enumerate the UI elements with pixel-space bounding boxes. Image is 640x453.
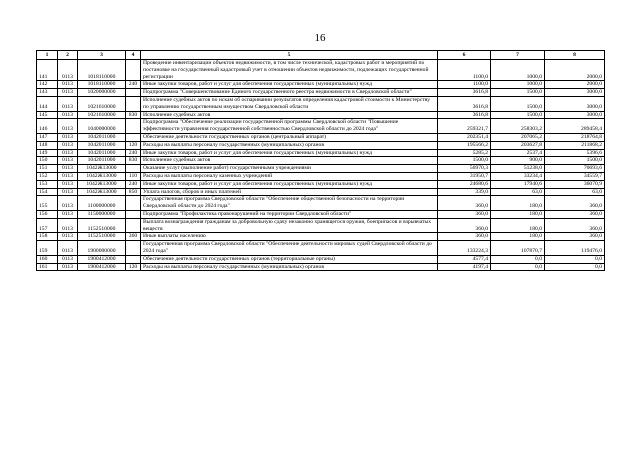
amount-year1-cell: 4577,4: [438, 255, 491, 263]
target-article-cell: 1152510000: [78, 233, 126, 241]
row-number-cell: 144: [37, 96, 58, 111]
row-number-cell: 157: [37, 218, 58, 233]
amount-year3-cell: 211868,2: [545, 141, 605, 149]
expense-name-cell: Иные закупки товаров, работ и услуг для обеспечения государственных (муниципальных) нужд: [141, 149, 438, 157]
target-article-cell: 1042011000: [78, 133, 126, 141]
expense-type-cell: [126, 133, 141, 141]
expense-name-cell: Государственная программа Свердловской области "Обеспечение деятельности мировых судей Свердловской области до 2024 года": [141, 241, 438, 256]
amount-year2-cell: 2537,4: [491, 149, 545, 157]
table-row: [37, 149, 605, 157]
row-number-cell: 153: [37, 180, 58, 188]
row-number-cell: 147: [37, 133, 58, 141]
section-code-cell: 0113: [58, 196, 78, 211]
amount-year2-cell: 1500,0: [491, 111, 545, 119]
section-code-cell: 0113: [58, 133, 78, 141]
amount-year3-cell: 2000,0: [545, 60, 605, 81]
header-col-8: 8: [545, 51, 605, 60]
amount-year3-cell: 360,0: [545, 218, 605, 233]
table-row: [37, 233, 605, 241]
target-article-cell: 1042Ж13000: [78, 188, 126, 196]
amount-year2-cell: 33234,4: [491, 172, 545, 180]
target-article-cell: 1100000000: [78, 196, 126, 211]
expense-type-cell: 830: [126, 157, 141, 165]
section-code-cell: 0113: [58, 241, 78, 256]
target-article-cell: 1900000000: [78, 241, 126, 256]
table-row: [37, 60, 605, 81]
row-number-cell: 150: [37, 157, 58, 165]
target-article-cell: 1152510000: [78, 218, 126, 233]
amount-year2-cell: 180,0: [491, 233, 545, 241]
expense-type-cell: 360: [126, 233, 141, 241]
row-number-cell: 142: [37, 81, 58, 89]
amount-year1-cell: 133224,3: [438, 241, 491, 256]
row-number-cell: 141: [37, 60, 58, 81]
table-row: [37, 263, 605, 271]
row-number-cell: 145: [37, 111, 58, 119]
expense-type-cell: 240: [126, 81, 141, 89]
expense-type-cell: 850: [126, 188, 141, 196]
amount-year3-cell: 360,0: [545, 233, 605, 241]
section-code-cell: 0113: [58, 218, 78, 233]
amount-year2-cell: 51238,0: [491, 165, 545, 173]
expense-type-cell: 120: [126, 263, 141, 271]
amount-year3-cell: 3000,0: [545, 96, 605, 111]
amount-year2-cell: 207065,2: [491, 133, 545, 141]
target-article-cell: 1042Ж13000: [78, 180, 126, 188]
section-code-cell: 0113: [58, 157, 78, 165]
row-number-cell: 160: [37, 255, 58, 263]
expense-name-cell: Обеспечение деятельности государственных органов (центральный аппарат): [141, 133, 438, 141]
amount-year3-cell: 36070,9: [545, 180, 605, 188]
amount-year3-cell: 3000,0: [545, 111, 605, 119]
amount-year2-cell: 180,0: [491, 218, 545, 233]
header-col-3: 3: [78, 51, 126, 60]
expense-type-cell: 830: [126, 111, 141, 119]
section-code-cell: 0113: [58, 210, 78, 218]
amount-year1-cell: 1500,0: [438, 157, 491, 165]
section-code-cell: 0113: [58, 233, 78, 241]
table-row: [37, 196, 605, 211]
amount-year2-cell: 1500,0: [491, 96, 545, 111]
expense-name-cell: Выплата вознаграждения гражданам за добровольную сдачу незаконно хранящегося оружия, боеприпасов и взрывчатых веществ: [141, 218, 438, 233]
table-row: [37, 141, 605, 149]
target-article-cell: 1020000000: [78, 89, 126, 97]
table-header-row: [37, 51, 605, 60]
header-col-5: 5: [141, 51, 438, 60]
section-code-cell: 0113: [58, 172, 78, 180]
expense-name-cell: Расходы на выплаты персоналу государственных (муниципальных) органов: [141, 141, 438, 149]
amount-year1-cell: 4197,4: [438, 263, 491, 271]
table-row: [37, 210, 605, 218]
amount-year1-cell: 195566,2: [438, 141, 491, 149]
row-number-cell: 161: [37, 263, 58, 271]
expense-name-cell: Расходы на выплаты персоналу государственных (муниципальных) органов: [141, 263, 438, 271]
amount-year3-cell: 34559,7: [545, 172, 605, 180]
section-code-cell: 0113: [58, 255, 78, 263]
amount-year2-cell: 63,0: [491, 188, 545, 196]
row-number-cell: 154: [37, 188, 58, 196]
amount-year3-cell: 360,0: [545, 210, 605, 218]
amount-year3-cell: 0,0: [545, 255, 605, 263]
amount-year3-cell: 218764,8: [545, 133, 605, 141]
amount-year2-cell: 1000,0: [491, 60, 545, 81]
header-col-6: 6: [438, 51, 491, 60]
table-row: [37, 111, 605, 119]
expense-name-cell: Подпрограмма "Профилактика правонарушений на территории Свердловской области": [141, 210, 438, 218]
row-number-cell: 155: [37, 196, 58, 211]
amount-year1-cell: 259321,7: [438, 119, 491, 134]
row-number-cell: 143: [37, 89, 58, 97]
target-article-cell: 1040000000: [78, 119, 126, 134]
expense-type-cell: 110: [126, 172, 141, 180]
amount-year1-cell: 360,0: [438, 218, 491, 233]
table-row: [37, 255, 605, 263]
row-number-cell: 158: [37, 233, 58, 241]
expense-type-cell: [126, 218, 141, 233]
target-article-cell: 1018110000: [78, 81, 126, 89]
amount-year2-cell: 900,0: [491, 157, 545, 165]
expense-type-cell: 240: [126, 180, 141, 188]
target-article-cell: 1150000000: [78, 210, 126, 218]
table-row: [37, 89, 605, 97]
section-code-cell: 0113: [58, 119, 78, 134]
amount-year2-cell: 258303,2: [491, 119, 545, 134]
target-article-cell: 1021610000: [78, 96, 126, 111]
amount-year2-cell: 17940,6: [491, 180, 545, 188]
table-row: [37, 119, 605, 134]
amount-year3-cell: 0,0: [545, 263, 605, 271]
table-body: [37, 60, 605, 271]
expense-name-cell: Иные закупки товаров, работ и услуг для обеспечения государственных (муниципальных) нужд: [141, 180, 438, 188]
section-code-cell: 0113: [58, 111, 78, 119]
target-article-cell: 1018110000: [78, 60, 126, 81]
target-article-cell: 1042011000: [78, 141, 126, 149]
expense-name-cell: Исполнение судебных актов: [141, 157, 438, 165]
row-number-cell: 159: [37, 241, 58, 256]
amount-year1-cell: 24680,6: [438, 180, 491, 188]
table-row: [37, 180, 605, 188]
table-row: [37, 218, 605, 233]
table-row: [37, 165, 605, 173]
target-article-cell: 1021610000: [78, 111, 126, 119]
table-row: [37, 172, 605, 180]
row-number-cell: 149: [37, 149, 58, 157]
amount-year1-cell: 1100,0: [438, 60, 491, 81]
table-row: [37, 133, 605, 141]
expense-name-cell: Уплата налогов, сборов и иных платежей: [141, 188, 438, 196]
expense-type-cell: [126, 60, 141, 81]
amount-year2-cell: 180,0: [491, 210, 545, 218]
amount-year1-cell: 360,0: [438, 210, 491, 218]
amount-year1-cell: 3616,8: [438, 89, 491, 97]
amount-year2-cell: 203627,8: [491, 141, 545, 149]
row-number-cell: 148: [37, 141, 58, 149]
expense-name-cell: Расходы на выплаты персоналу казенных учреждений: [141, 172, 438, 180]
page-number: 16: [314, 32, 326, 44]
section-code-cell: 0113: [58, 60, 78, 81]
section-code-cell: 0113: [58, 149, 78, 157]
table-row: [37, 188, 605, 196]
amount-year1-cell: 360,0: [438, 196, 491, 211]
target-article-cell: 1900412000: [78, 263, 126, 271]
header-col-4: 4: [126, 51, 141, 60]
table-row: [37, 157, 605, 165]
table-row: [37, 81, 605, 89]
amount-year2-cell: 0,0: [491, 263, 545, 271]
expense-type-cell: [126, 210, 141, 218]
header-col-1: 1: [37, 51, 58, 60]
amount-year1-cell: 1100,0: [438, 81, 491, 89]
section-code-cell: 0113: [58, 89, 78, 97]
amount-year1-cell: 339,0: [438, 188, 491, 196]
section-code-cell: 0113: [58, 180, 78, 188]
header-col-7: 7: [491, 51, 545, 60]
section-code-cell: 0113: [58, 141, 78, 149]
amount-year2-cell: 1500,0: [491, 89, 545, 97]
expense-type-cell: [126, 119, 141, 134]
amount-year3-cell: 63,0: [545, 188, 605, 196]
expense-name-cell: Оказание услуг (выполнение работ) государственными учреждениями: [141, 165, 438, 173]
section-code-cell: 0113: [58, 81, 78, 89]
expense-type-cell: [126, 165, 141, 173]
table-row: [37, 241, 605, 256]
amount-year2-cell: 0,0: [491, 255, 545, 263]
section-code-cell: 0113: [58, 263, 78, 271]
expense-name-cell: Иные закупки товаров, работ и услуг для обеспечения государственных (муниципальных) нужд: [141, 81, 438, 89]
amount-year3-cell: 119476,0: [545, 241, 605, 256]
expense-name-cell: Проведение инвентаризации объектов недвижимости, в том числе технической, кадастровых работ и мероприятий по постановке на государственный кадастровый учет в отношении объектов недвижимости, подлежащих государственной регистрации: [141, 60, 438, 81]
target-article-cell: 1042Ж13000: [78, 165, 126, 173]
amount-year1-cell: 202351,4: [438, 133, 491, 141]
amount-year1-cell: 5285,2: [438, 149, 491, 157]
budget-table: [36, 50, 605, 271]
amount-year3-cell: 70693,6: [545, 165, 605, 173]
expense-name-cell: Подпрограмма "Обеспечение реализации государственной программы Свердловской области "Повышение эффективности управления государственной собственностью Свердловской области до 2024 года": [141, 119, 438, 134]
target-article-cell: 1900412000: [78, 255, 126, 263]
amount-year1-cell: 31950,7: [438, 172, 491, 180]
target-article-cell: 1042Ж13000: [78, 172, 126, 180]
target-article-cell: 1042011000: [78, 149, 126, 157]
amount-year1-cell: 360,0: [438, 233, 491, 241]
amount-year1-cell: 56970,3: [438, 165, 491, 173]
expense-name-cell: Государственная программа Свердловской области "Обеспечение общественной безопасности на территории Свердловской области до 2024 года": [141, 196, 438, 211]
row-number-cell: 156: [37, 210, 58, 218]
section-code-cell: 0113: [58, 165, 78, 173]
expense-type-cell: 120: [126, 141, 141, 149]
amount-year3-cell: 1500,0: [545, 157, 605, 165]
amount-year3-cell: 2000,0: [545, 81, 605, 89]
row-number-cell: 151: [37, 165, 58, 173]
amount-year1-cell: 3616,8: [438, 111, 491, 119]
target-article-cell: 1042011000: [78, 157, 126, 165]
amount-year2-cell: 107870,7: [491, 241, 545, 256]
expense-name-cell: Обеспечение деятельности государственных органов (территориальные органы): [141, 255, 438, 263]
expense-type-cell: [126, 89, 141, 97]
section-code-cell: 0113: [58, 96, 78, 111]
expense-type-cell: [126, 196, 141, 211]
expense-name-cell: Иные выплаты населению: [141, 233, 438, 241]
row-number-cell: 146: [37, 119, 58, 134]
table-row: [37, 96, 605, 111]
amount-year3-cell: 3000,0: [545, 89, 605, 97]
expense-type-cell: [126, 241, 141, 256]
expense-type-cell: [126, 96, 141, 111]
section-code-cell: 0113: [58, 188, 78, 196]
row-number-cell: 152: [37, 172, 58, 180]
header-col-2: 2: [58, 51, 78, 60]
expense-name-cell: Исполнение судебных актов: [141, 111, 438, 119]
amount-year3-cell: 5396,6: [545, 149, 605, 157]
expense-type-cell: [126, 255, 141, 263]
expense-name-cell: Исполнение судебных актов по искам об оспаривании результатов определения кадастровой стоимости к Министерству по управлению государственным имуществом Свердловской области: [141, 96, 438, 111]
amount-year2-cell: 180,0: [491, 196, 545, 211]
expense-type-cell: 240: [126, 149, 141, 157]
amount-year2-cell: 1000,0: [491, 81, 545, 89]
amount-year1-cell: 3616,8: [438, 96, 491, 111]
amount-year3-cell: 360,0: [545, 196, 605, 211]
expense-name-cell: Подпрограмма "Совершенствование Единого государственного реестра недвижимости в Свердловской области": [141, 89, 438, 97]
amount-year3-cell: 289458,4: [545, 119, 605, 134]
